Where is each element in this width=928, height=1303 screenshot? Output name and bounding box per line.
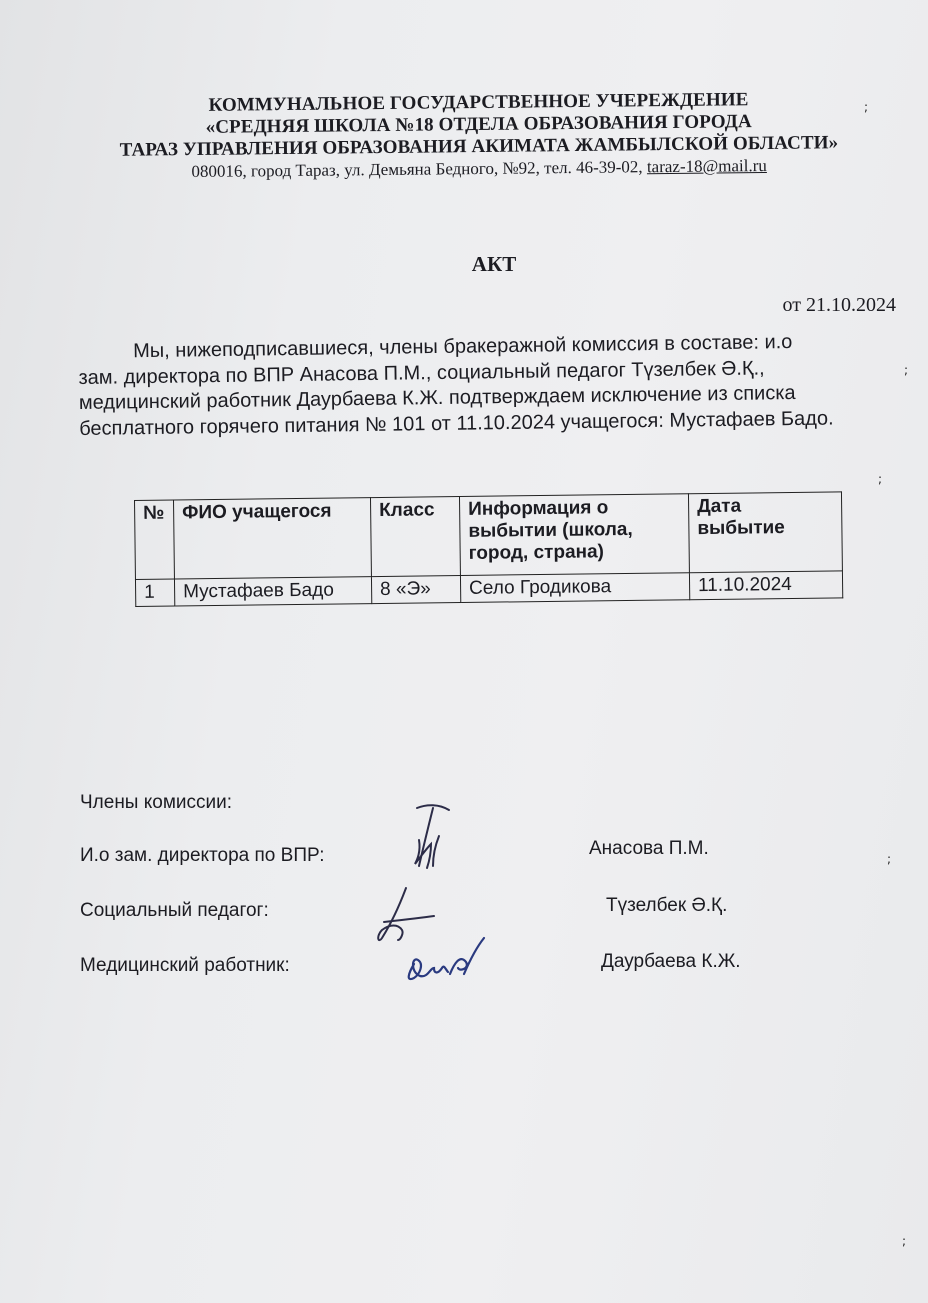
member-role: Медицинский работник: [80, 955, 290, 976]
member-name: Даурбаева К.Ж. [601, 951, 741, 972]
header-departure-info: Информация о выбытии (школа, город, страна) [459, 494, 689, 576]
paragraph-line: бесплатного горячего питания № 101 от 11.10.2024 учащегося: Мустафаев Бадо. [79, 406, 834, 440]
cell-class: 8 «Э» [371, 576, 460, 604]
letterhead-line-1: КОММУНАЛЬНОЕ ГОСУДАРСТВЕННОЕ УЧЕРЕЖДЕНИЕ [208, 89, 749, 116]
letterhead-line-2: «СРЕДНЯЯ ШКОЛА №18 ОТДЕЛА ОБРАЗОВАНИЯ ГОРОДА [205, 111, 752, 138]
cell-number: 1 [135, 579, 174, 606]
cell-departure-date: 11.10.2024 [689, 571, 842, 600]
member-name: Анасова П.М. [589, 838, 709, 859]
document-date: от 21.10.2024 [782, 294, 896, 316]
cell-student-name: Мустафаев Бадо [174, 577, 371, 606]
paragraph-line: зам. директора по ВПР Анасова П.М., социальный педагог Түзелбек Ә.Қ., [78, 356, 765, 389]
document-title: АКТ [471, 252, 517, 276]
letterhead [0, 87, 928, 185]
table-header-row [135, 492, 843, 580]
cell-departure-info: Село Гродикова [460, 573, 689, 603]
statement-paragraph [78, 329, 899, 442]
scan-speck: ; [878, 472, 883, 486]
exclusion-table [134, 491, 843, 607]
header-departure-date: Дата выбытие [688, 492, 842, 573]
member-role: Социальный педагог: [80, 900, 269, 921]
signature-3-image [400, 934, 492, 992]
address-text: 080016, город Тараз, ул. Демьяна Бедного, №92, тел. 46-39-02, [191, 157, 647, 182]
email-link[interactable]: taraz-18@mail.ru [646, 155, 767, 177]
scan-speck: ; [864, 100, 869, 114]
member-name: Түзелбек Ә.Қ. [606, 895, 728, 916]
scan-speck: ; [904, 363, 909, 377]
header-student-name: ФИО учащегося [174, 498, 372, 579]
member-role: И.о зам. директора по ВПР: [80, 845, 325, 866]
paragraph-line: медицинский работник Даурбаева К.Ж. подтверждаем исключение из списка [78, 381, 796, 414]
scan-speck: ; [902, 1234, 907, 1248]
commission-title: Члены комиссии: [80, 792, 233, 813]
scan-speck: ; [887, 852, 892, 866]
signature-1-image [405, 800, 465, 880]
paragraph-line: Мы, нижеподписавшиеся, члены бракеражной комиссия в составе: и.о [133, 331, 793, 363]
letterhead-line-3: ТАРАЗ УПРАВЛЕНИЯ ОБРАЗОВАНИЯ АКИМАТА ЖАМБЫЛСКОЙ ОБЛАСТИ» [119, 132, 839, 161]
header-number: № [135, 500, 175, 579]
header-class: Класс [370, 497, 460, 577]
